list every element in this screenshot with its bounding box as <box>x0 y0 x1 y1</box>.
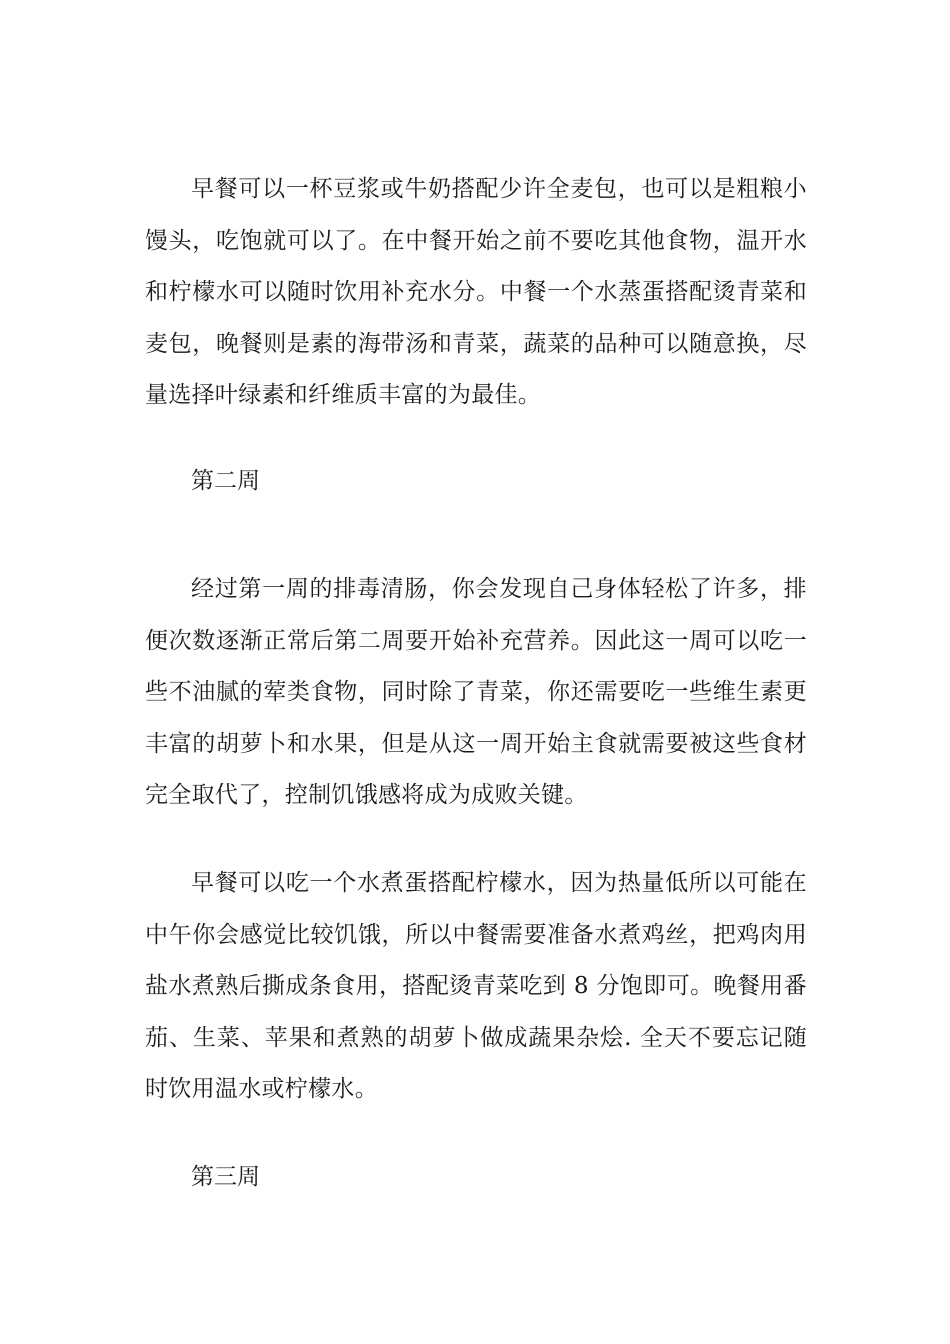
paragraph-week2-intro: 经过第一周的排毒清肠，你会发现自己身体轻松了许多，排便次数逐渐正常后第二周要开始补充营养。因此这一周可以吃一些不油腻的荤类食物，同时除了青菜，你还需要吃一些维生素更丰富的胡萝卜和水果，但是从这一周开始主食就需要被这些食材完全取代了，控制饥饿感将成为成败关键。 <box>145 576 807 808</box>
paragraph-week2-meals: 早餐可以吃一个水煮蛋搭配柠檬水，因为热量低所以可能在中午你会感觉比较饥饿，所以中餐需要准备水煮鸡丝，把鸡肉用盐水煮熟后撕成条食用，搭配烫青菜吃到 8 分饱即可。晚餐用番茄、生菜、苹果和煮熟的胡萝卜做成蔬果杂烩. 全天不要忘记随时饮用温水或柠檬水。 <box>145 870 807 1102</box>
heading-week-3: 第三周 <box>191 1164 260 1190</box>
heading-week-2: 第二周 <box>191 468 260 494</box>
paragraph-week1-meals: 早餐可以一杯豆浆或牛奶搭配少许全麦包，也可以是粗粮小馒头，吃饱就可以了。在中餐开始之前不要吃其他食物，温开水和柠檬水可以随时饮用补充水分。中餐一个水蒸蛋搭配烫青菜和麦包，晚餐则是素的海带汤和青菜，蔬菜的品种可以随意换，尽量选择叶绿素和纤维质丰富的为最佳。 <box>145 176 807 408</box>
